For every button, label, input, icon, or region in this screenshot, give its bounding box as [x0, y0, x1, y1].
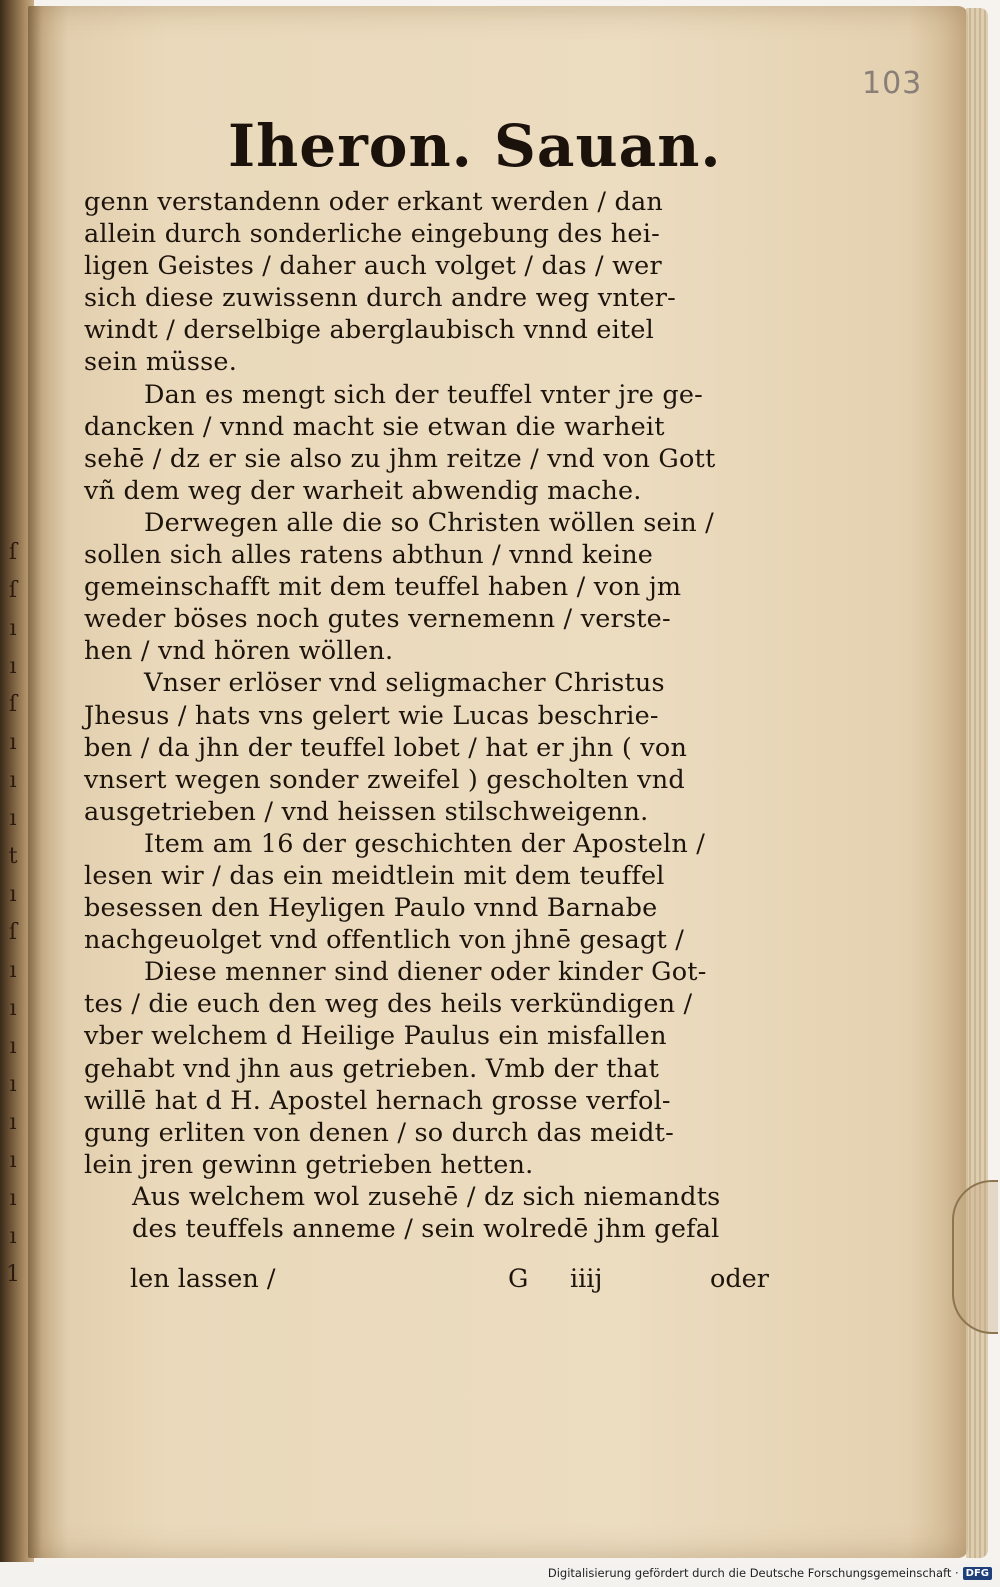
text-line: vñ dem weg der warheit abwendig mache. [84, 475, 642, 506]
text-line: Item am 16 der geschichten der Aposteln / [144, 828, 706, 859]
margin-mark: ſ [8, 540, 18, 565]
text-line: des teuffels anneme / sein wolredē jhm gefal [132, 1214, 720, 1244]
adjacent-page-marks [2, 540, 24, 1300]
signature-mark: G [508, 1264, 529, 1294]
text-line: lesen wir / das ein meidtlein mit dem teuffel [84, 860, 665, 891]
credit-text: Digitalisierung gefördert durch die Deutsche Forschungsgemeinschaft · [547, 1566, 959, 1580]
text-line: dancken / vnnd macht sie etwan die warheit [84, 411, 665, 442]
margin-mark: ı [9, 1186, 17, 1211]
margin-mark: ı [9, 654, 17, 679]
text-line: genn verstandenn oder erkant werden / dan [84, 187, 664, 217]
text-line: lein jren gewinn getrieben hetten. [84, 1149, 534, 1180]
margin-mark: ı [9, 996, 17, 1021]
text-line: besessen den Heyligen Paulo vnnd Barnabe [84, 893, 658, 924]
text-line: gemeinschafft mit dem teuffel haben / von jm [84, 572, 682, 603]
margin-mark: ı [9, 806, 17, 831]
text-line: Vnser erlöser vnd seligmacher Christus [144, 668, 665, 699]
text-line: Jhesus / hats vns gelert wie Lucas beschrie‐ [84, 700, 659, 731]
catchline-row [130, 1264, 790, 1296]
text-line: vnsert wegen sonder zweifel ) gescholten vnd [84, 764, 685, 795]
text-line: sich diese zuwissenn durch andre weg vnter‐ [84, 283, 676, 314]
margin-mark: ı [9, 882, 17, 907]
running-head: Iheron. Sauan. [228, 112, 722, 180]
margin-mark: ı [9, 1034, 17, 1059]
body-text [84, 186, 784, 1245]
margin-mark: 1 [6, 1262, 20, 1287]
margin-mark: ſ [8, 920, 18, 945]
text-line: hen / vnd hören wöllen. [84, 636, 394, 667]
text-line: ausgetrieben / vnd heissen stilschweigenn. [84, 796, 649, 827]
folio-number: 103 [862, 66, 923, 101]
text-line: Aus welchem wol zusehē / dz sich niemandts [132, 1181, 721, 1212]
text-line: sollen sich alles ratens abthun / vnnd keine [84, 540, 654, 571]
catchline-text: len lassen / [130, 1264, 276, 1294]
text-line: windt / derselbige aberglaubisch vnnd eitel [84, 315, 655, 346]
margin-mark: ı [9, 1148, 17, 1173]
margin-mark: ſ [8, 578, 18, 603]
margin-mark: ı [9, 768, 17, 793]
text-line: sein müsse. [84, 347, 238, 378]
text-line: gung erliten von denen / so durch das meidt‐ [84, 1117, 674, 1148]
text-line: allein durch sonderliche eingebung des hei‐ [84, 219, 660, 250]
text-line: ligen Geistes / daher auch volget / das / wer [84, 251, 662, 282]
text-line: tes / die euch den weg des heils verkündigen / [84, 989, 693, 1020]
margin-mark: ı [9, 1072, 17, 1097]
margin-mark: ſ [8, 692, 18, 717]
text-line: weder böses noch gutes vernemenn / verste‐ [84, 604, 671, 635]
signature-number: iiij [570, 1264, 603, 1294]
margin-mark: ı [9, 730, 17, 755]
margin-mark: ı [9, 1110, 17, 1135]
text-line: sehē / dz er sie also zu jhm reitze / vnd von Gott [84, 443, 716, 474]
text-line: nachgeuolget vnd offentlich von jhnē gesagt / [84, 925, 685, 956]
margin-mark: ı [9, 616, 17, 641]
margin-mark: ı [9, 958, 17, 983]
digitization-credit [548, 1566, 992, 1580]
text-line: Dan es mengt sich der teuffel vnter jre ge‐ [144, 379, 703, 410]
text-line: vber welchem d Heilige Paulus ein misfallen [84, 1021, 667, 1052]
margin-mark: ı [9, 1224, 17, 1249]
clasp-shadow [952, 1180, 998, 1334]
text-line: willē hat d H. Apostel hernach grosse verfol‐ [84, 1085, 671, 1116]
dfg-logo: DFG [963, 1567, 992, 1580]
catchword: oder [710, 1264, 769, 1294]
text-line: Derwegen alle die so Christen wöllen sein / [144, 507, 714, 538]
text-line: gehabt vnd jhn aus getrieben. Vmb der that [84, 1053, 660, 1084]
text-line: Diese menner sind diener oder kinder Got‐ [144, 957, 707, 988]
margin-mark: t [8, 844, 18, 869]
text-line: ben / da jhn der teuffel lobet / hat er jhn ( von [84, 732, 688, 763]
